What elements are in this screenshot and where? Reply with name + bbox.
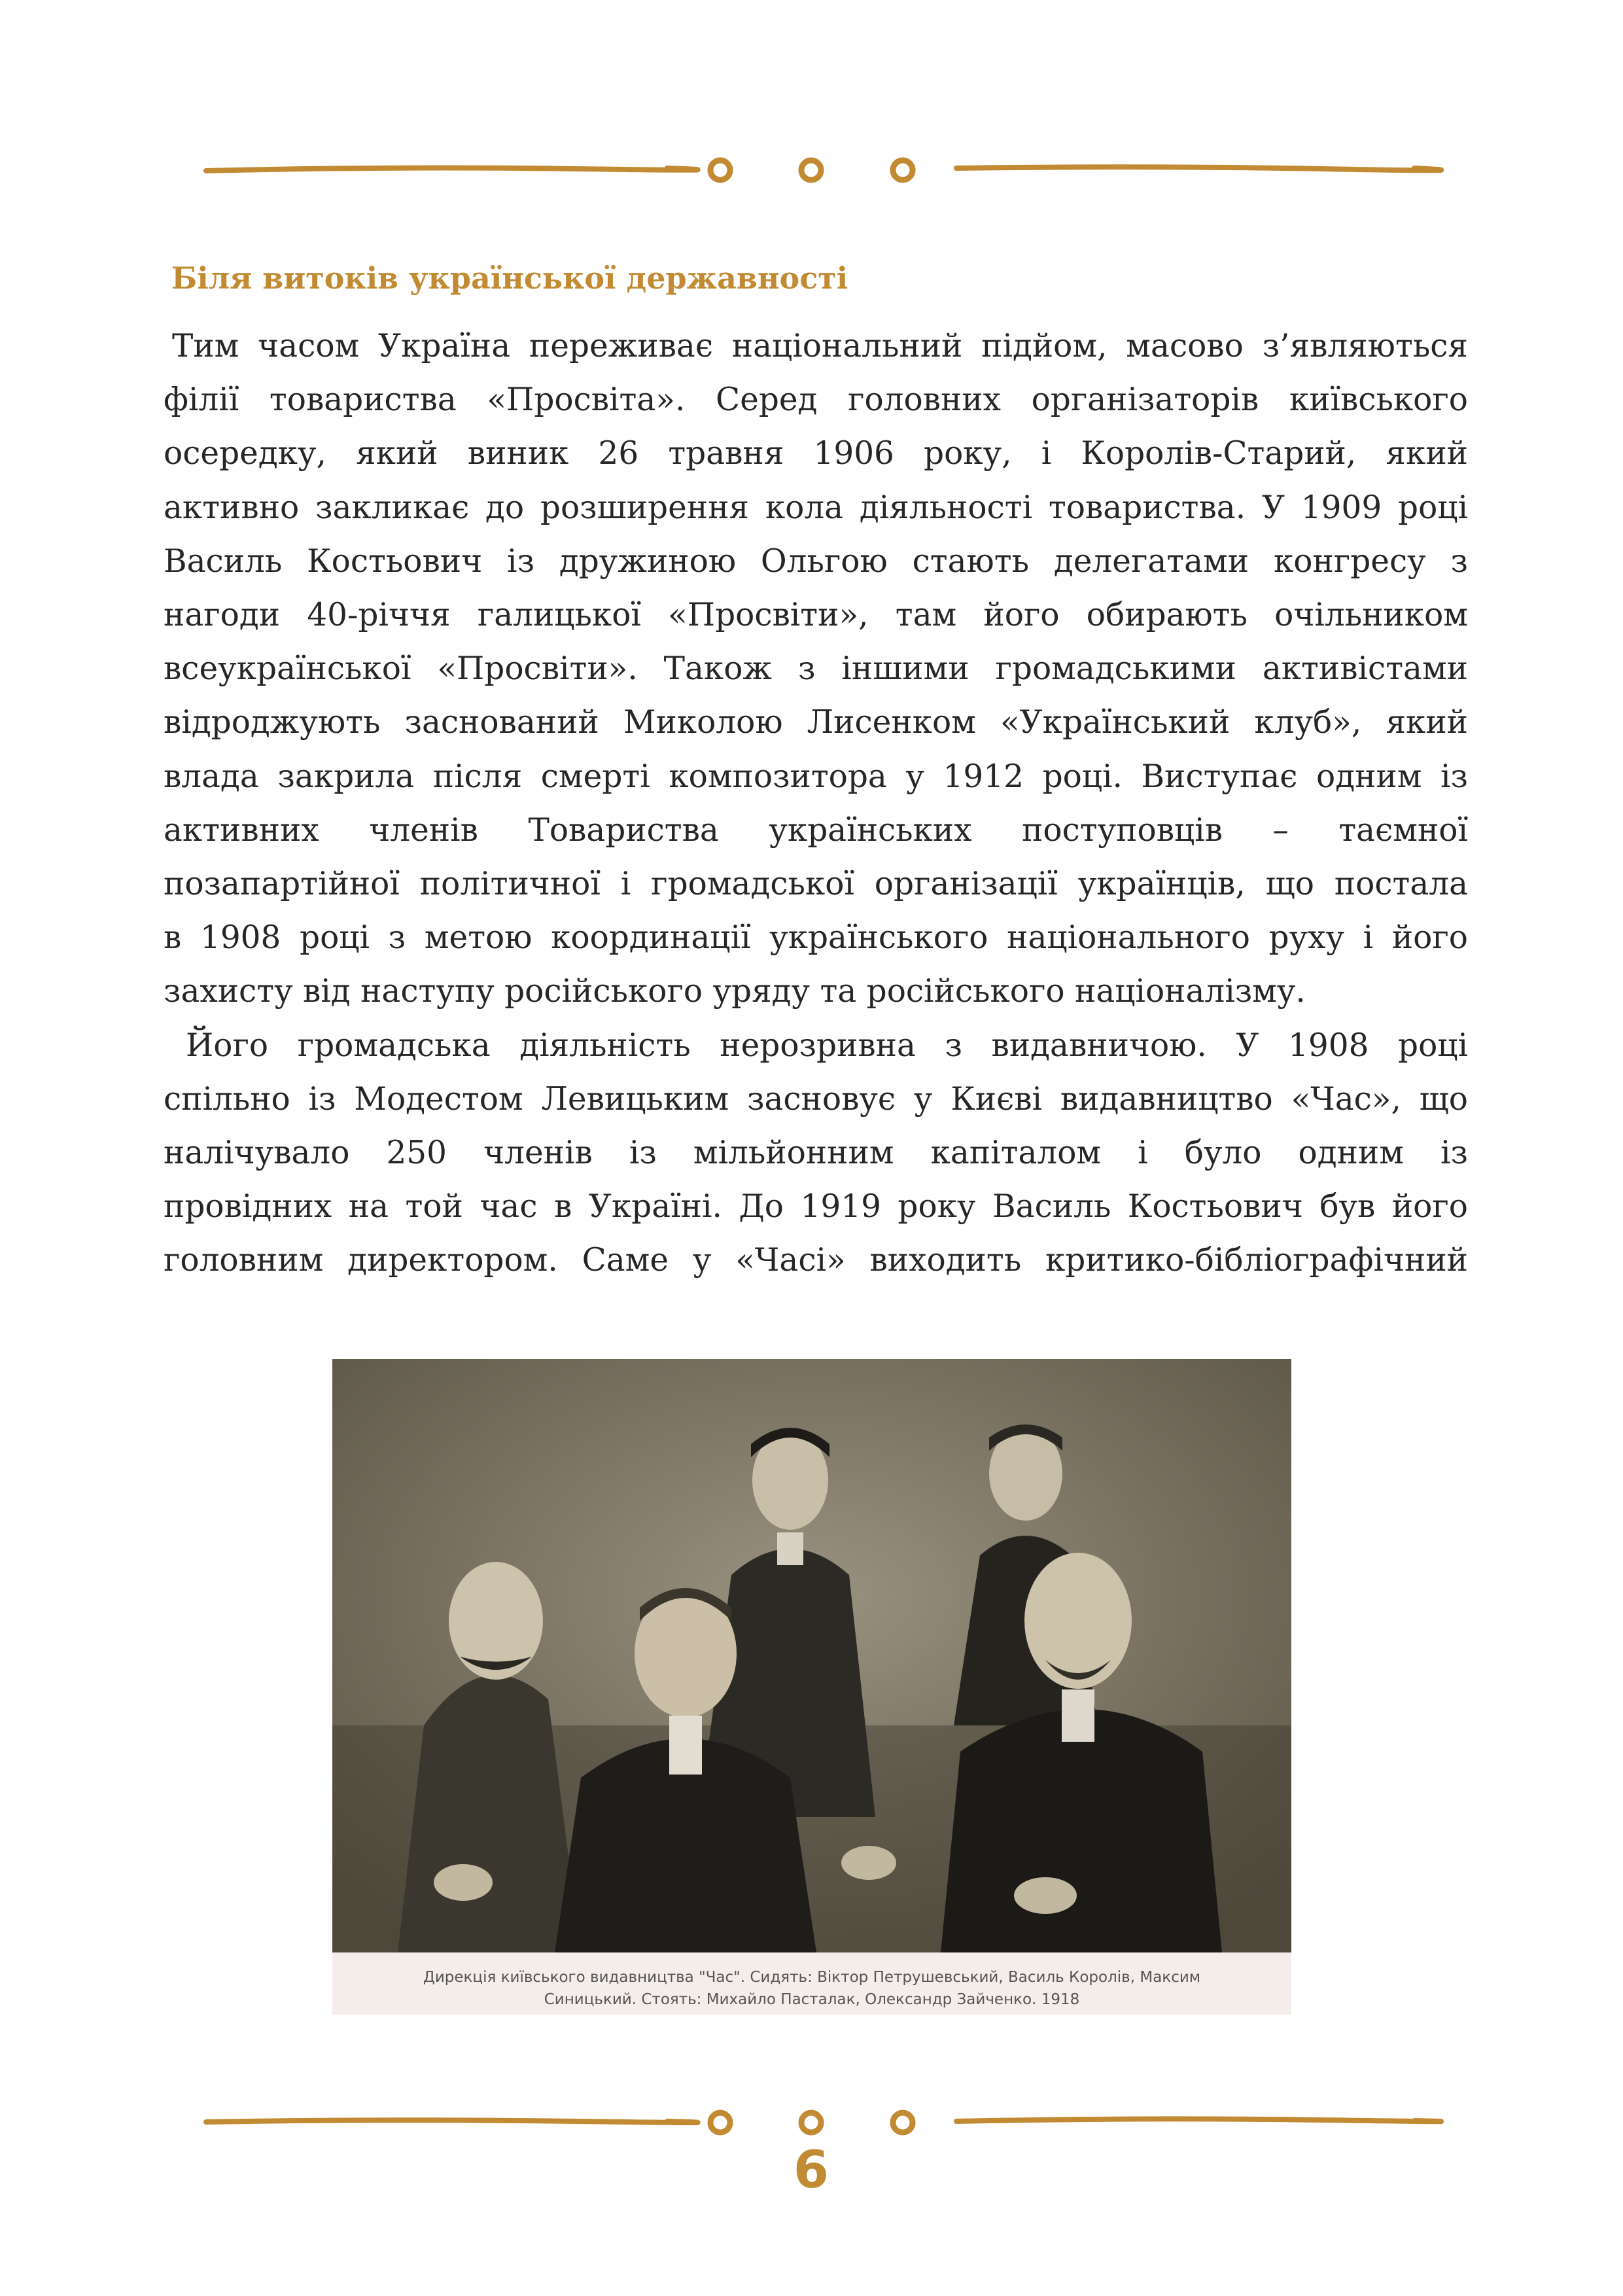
top-ornament-divider <box>0 150 1623 190</box>
three-rings-divider-icon <box>0 150 1623 190</box>
paragraph-line: Василь Костьович із дружиною Ольгою стають делегатами конгресу з <box>164 542 1468 580</box>
paragraph-line: спільно із Модестом Левицьким засновує у Києві видавництво «Час», що <box>164 1080 1468 1118</box>
caption-line: Синицький. Стоять: Михайло Пасталак, Олександр Зайченко. 1918 <box>544 1991 1080 2008</box>
bottom-ornament-divider <box>0 2103 1623 2142</box>
caption-line: Дирекція київського видавництва "Час". Сидять: Віктор Петрушевський, Василь Королів, Максим <box>423 1969 1201 1986</box>
paragraph-line: влада закрила після смерті композитора у 1912 році. Виступає одним із <box>164 758 1468 795</box>
paragraph-line: в 1908 році з метою координації українського національного руху і його <box>164 919 1468 957</box>
paragraph-line: провідних на той час в Україні. До 1919 року Василь Костьович був його <box>164 1188 1468 1226</box>
paragraph-line: відроджують заснований Миколою Лисенком «Український клуб», який <box>164 704 1468 741</box>
paragraph-line: всеукраїнської «Просвіти». Також з іншими громадськими активістами <box>164 650 1468 688</box>
section-heading: Біля витоків української державності <box>171 260 848 296</box>
body-text <box>164 319 1468 1288</box>
paragraph-line: налічувало 250 членів із мільйонним капіталом і було одним із <box>164 1135 1468 1172</box>
three-rings-divider-icon <box>0 2103 1623 2142</box>
page-number: 6 <box>793 2141 829 2200</box>
paragraph-line: головним директором. Саме у «Часі» виходить критико-бібліографічний <box>164 1242 1468 1279</box>
paragraph-line: Тим часом Україна переживає національний підйом, масово з’являються <box>172 328 1468 364</box>
photo-figure <box>332 1359 1291 2015</box>
paragraph-line: захисту від наступу російського уряду та російського націоналізму. <box>164 973 1306 1010</box>
group-portrait-photo <box>332 1359 1291 1952</box>
paragraph-line: нагоди 40-річчя галицької «Просвіти», там його обирають очільником <box>164 597 1468 634</box>
paragraph-line: активно закликає до розширення кола діяльності товариства. У 1909 році <box>164 489 1468 526</box>
paragraph-line: осередку, який виник 26 травня 1906 року, і Королів-Старий, який <box>164 435 1468 472</box>
paragraph-line: філії товариства «Просвіта». Серед головних організаторів київського <box>164 381 1468 419</box>
paragraph-line: Його громадська діяльність нерозривна з видавничою. У 1908 році <box>186 1027 1468 1064</box>
paragraph-line: позапартійної політичної і громадської організації українців, що постала <box>164 866 1468 903</box>
paragraph-line: активних членів Товариства українських поступовців – таємної <box>164 811 1468 849</box>
photo-caption <box>345 1966 1278 2011</box>
